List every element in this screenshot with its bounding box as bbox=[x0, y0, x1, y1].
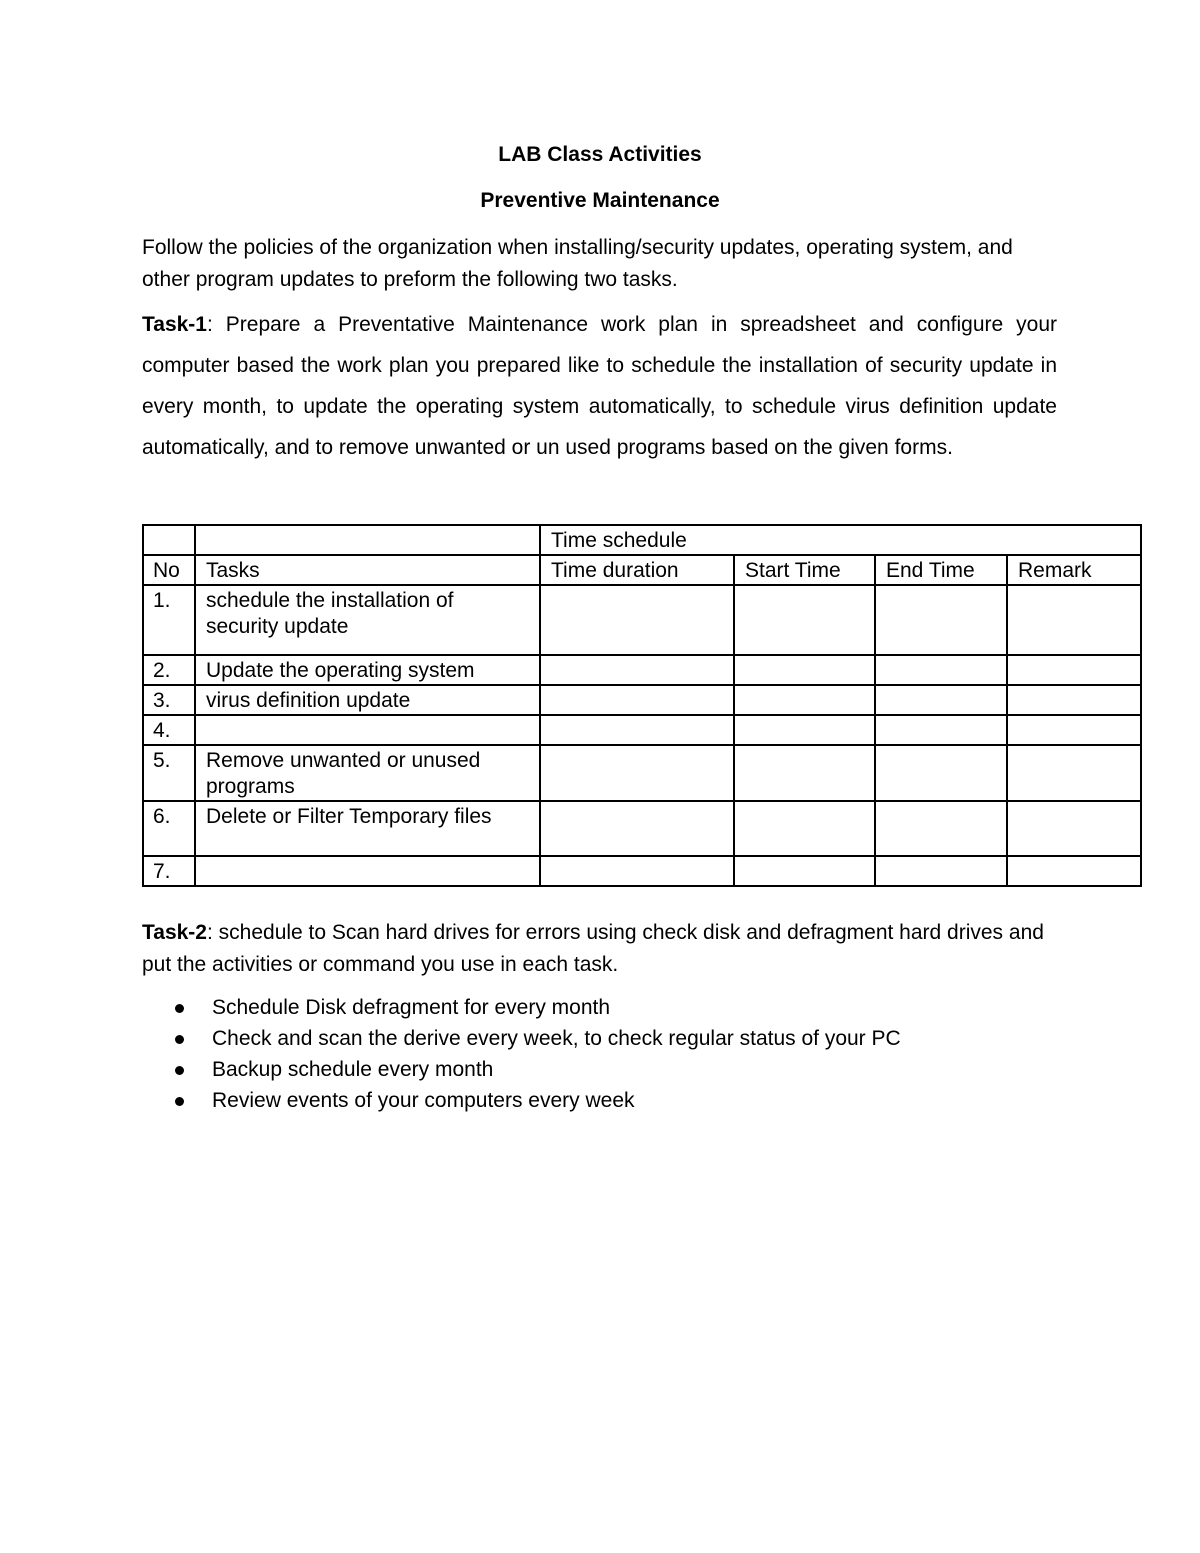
row-remark-cell bbox=[1007, 856, 1141, 886]
bullet-icon bbox=[175, 1097, 184, 1106]
row-no-cell: 1. bbox=[143, 585, 195, 655]
bullet-text: Check and scan the derive every week, to check regular status of your PC bbox=[212, 1027, 901, 1050]
row-no-cell: 2. bbox=[143, 655, 195, 685]
table-row bbox=[143, 801, 1141, 856]
document-title: LAB Class Activities bbox=[498, 143, 702, 166]
list-item bbox=[142, 1085, 901, 1116]
list-item bbox=[142, 1054, 901, 1085]
list-item bbox=[142, 992, 901, 1023]
table-header-row bbox=[143, 555, 1141, 585]
task2-text: : schedule to Scan hard drives for errors using check disk and defragment hard drives and put the activities or command you use in each task. bbox=[142, 921, 1044, 976]
row-start-cell bbox=[734, 856, 875, 886]
row-start-cell bbox=[734, 655, 875, 685]
task2-bullet-list bbox=[142, 992, 901, 1116]
header-remark: Remark bbox=[1007, 555, 1141, 585]
header-end-time: End Time bbox=[875, 555, 1007, 585]
row-duration-cell bbox=[540, 745, 734, 801]
row-end-cell bbox=[875, 745, 1007, 801]
row-task-cell: virus definition update bbox=[195, 685, 540, 715]
task1-text: : Prepare a Preventative Maintenance work plan in spreadsheet and configure your computer based the work plan you prepared like to schedule the installation of security update in every month, to update the operating system automatically, to schedule virus definition update automatically, and to remove unwanted or un used programs based on the given forms. bbox=[142, 313, 1057, 459]
row-task-cell: Remove unwanted or unused programs bbox=[195, 745, 540, 801]
time-schedule-header: Time schedule bbox=[540, 525, 1141, 555]
row-no-cell: 3. bbox=[143, 685, 195, 715]
task1-paragraph bbox=[142, 304, 1057, 468]
intro-paragraph: Follow the policies of the organization when installing/security updates, operating system, and other program updates to preform the following two tasks. bbox=[142, 236, 1013, 291]
table-row bbox=[143, 685, 1141, 715]
row-task-cell bbox=[195, 856, 540, 886]
table-group-header-row bbox=[143, 525, 1141, 555]
list-item bbox=[142, 1023, 901, 1054]
row-remark-cell bbox=[1007, 585, 1141, 655]
row-remark-cell bbox=[1007, 685, 1141, 715]
row-start-cell bbox=[734, 685, 875, 715]
header-time-duration: Time duration bbox=[540, 555, 734, 585]
row-task-cell: Update the operating system bbox=[195, 655, 540, 685]
row-duration-cell bbox=[540, 715, 734, 745]
work-plan-body bbox=[143, 525, 1141, 886]
bullet-text: Backup schedule every month bbox=[212, 1058, 494, 1081]
table-row bbox=[143, 585, 1141, 655]
row-no-cell: 4. bbox=[143, 715, 195, 745]
row-duration-cell bbox=[540, 585, 734, 655]
header-start-time: Start Time bbox=[734, 555, 875, 585]
row-end-cell bbox=[875, 856, 1007, 886]
bullet-icon bbox=[175, 1066, 184, 1075]
document-subtitle: Preventive Maintenance bbox=[480, 189, 720, 212]
row-duration-cell bbox=[540, 856, 734, 886]
task1-label: Task-1 bbox=[142, 313, 207, 336]
table-row bbox=[143, 745, 1141, 801]
bullet-text: Review events of your computers every week bbox=[212, 1089, 635, 1112]
row-duration-cell bbox=[540, 801, 734, 856]
table-cell bbox=[143, 525, 195, 555]
row-remark-cell bbox=[1007, 801, 1141, 856]
row-end-cell bbox=[875, 685, 1007, 715]
row-start-cell bbox=[734, 585, 875, 655]
row-end-cell bbox=[875, 655, 1007, 685]
table-row bbox=[143, 856, 1141, 886]
row-task-cell: Delete or Filter Temporary files bbox=[195, 801, 540, 856]
row-start-cell bbox=[734, 801, 875, 856]
row-start-cell bbox=[734, 715, 875, 745]
task2-label: Task-2 bbox=[142, 921, 207, 944]
header-tasks: Tasks bbox=[195, 555, 540, 585]
row-remark-cell bbox=[1007, 655, 1141, 685]
row-no-cell: 6. bbox=[143, 801, 195, 856]
task2-paragraph bbox=[142, 917, 1062, 981]
row-duration-cell bbox=[540, 685, 734, 715]
row-remark-cell bbox=[1007, 715, 1141, 745]
row-end-cell bbox=[875, 801, 1007, 856]
bullet-text: Schedule Disk defragment for every month bbox=[212, 996, 611, 1019]
row-start-cell bbox=[734, 745, 875, 801]
row-no-cell: 5. bbox=[143, 745, 195, 801]
table-row bbox=[143, 655, 1141, 685]
work-plan-table bbox=[142, 524, 1142, 887]
row-task-cell bbox=[195, 715, 540, 745]
bullet-icon bbox=[175, 1004, 184, 1013]
table-cell bbox=[195, 525, 540, 555]
row-task-cell: schedule the installation of security update bbox=[195, 585, 540, 655]
header-no: No bbox=[143, 555, 195, 585]
row-remark-cell bbox=[1007, 745, 1141, 801]
table-row bbox=[143, 715, 1141, 745]
row-no-cell: 7. bbox=[143, 856, 195, 886]
row-end-cell bbox=[875, 715, 1007, 745]
bullet-icon bbox=[175, 1035, 184, 1044]
row-duration-cell bbox=[540, 655, 734, 685]
row-end-cell bbox=[875, 585, 1007, 655]
